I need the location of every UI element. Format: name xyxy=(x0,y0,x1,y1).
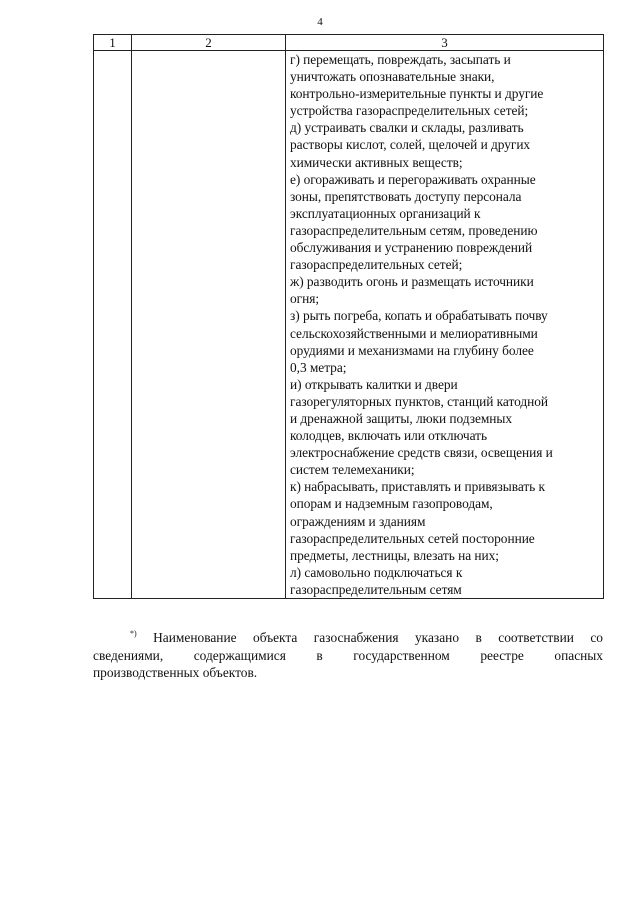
list-item-line: газораспределительным сетям, проведению xyxy=(290,222,538,238)
restrictions-list xyxy=(286,51,603,598)
list-item-line: колодцев, включать или отключать xyxy=(290,428,488,444)
list-item-line: и) открывать калитки и двери xyxy=(290,376,458,392)
list-item-line: контрольно-измерительные пункты и другие xyxy=(290,86,544,102)
list-item-line: сельскохозяйственными и мелиоративными xyxy=(290,325,538,341)
list-item-line: г) перемещать, повреждать, засыпать и xyxy=(290,52,511,67)
page-number: 4 xyxy=(317,16,323,28)
list-item-line: з) рыть погреба, копать и обрабатывать почву xyxy=(290,308,548,324)
list-item-line: 0,3 метра; xyxy=(290,359,347,375)
footnote-line-1 xyxy=(93,629,603,647)
header-col-2: 2 xyxy=(132,35,286,51)
list-item-line: газораспределительным сетям xyxy=(290,581,462,597)
table-row xyxy=(94,51,604,599)
list-item-line: уничтожать опознавательные знаки, xyxy=(290,69,495,85)
footnote-line-3: производственных объектов. xyxy=(93,665,258,680)
list-item-line: обслуживания и устранению повреждений xyxy=(290,240,533,256)
list-item-line: устройства газораспределительных сетей; xyxy=(290,103,529,119)
list-item-line: ж) разводить огонь и размещать источники xyxy=(290,274,534,290)
list-item-line: ограждениям и зданиям xyxy=(290,513,426,529)
list-item-line: эксплуатационных организаций к xyxy=(290,205,481,221)
footnote-line-2: сведениями, содержащимися в государственном реестре опасных xyxy=(93,647,603,663)
footnote xyxy=(93,629,603,682)
cell-col-3 xyxy=(286,51,604,599)
list-item-line: газорегуляторных пунктов, станций катодной xyxy=(290,393,548,409)
list-item-line: систем телемеханики; xyxy=(290,462,415,478)
header-col-1: 1 xyxy=(94,35,132,51)
list-item-line: газораспределительных сетей; xyxy=(290,257,463,273)
list-item-line: опорам и надземным газопроводам, xyxy=(290,496,493,512)
list-item-line: е) огораживать и перегораживать охранные xyxy=(290,171,536,187)
cell-col-2 xyxy=(132,51,286,599)
list-item-line: предметы, лестницы, влезать на них; xyxy=(290,547,499,563)
table-header-row xyxy=(94,35,604,51)
cell-col-1 xyxy=(94,51,132,599)
footnote-marker: *) xyxy=(130,629,137,638)
list-item-line: огня; xyxy=(290,291,319,307)
list-item-line: химически активных веществ; xyxy=(290,154,463,170)
footnote-line-1-text: Наименование объекта газоснабжения указано в соответствии со xyxy=(153,630,604,645)
header-col-3: 3 xyxy=(286,35,604,51)
list-item-line: газораспределительных сетей посторонние xyxy=(290,530,535,546)
list-item-line: л) самовольно подключаться к xyxy=(290,564,463,580)
list-item-line: и дренажной защиты, люки подземных xyxy=(290,410,512,426)
list-item-line: зоны, препятствовать доступу персонала xyxy=(290,188,522,204)
restrictions-table xyxy=(93,34,604,599)
list-item-line: электроснабжение средств связи, освещения и xyxy=(290,445,553,461)
list-item-line: орудиями и механизмами на глубину более xyxy=(290,342,534,358)
list-item-line: д) устраивать свалки и склады, разливать xyxy=(290,120,524,136)
list-item-line: к) набрасывать, приставлять и привязывать к xyxy=(290,479,545,495)
list-item-line: растворы кислот, солей, щелочей и других xyxy=(290,137,531,153)
